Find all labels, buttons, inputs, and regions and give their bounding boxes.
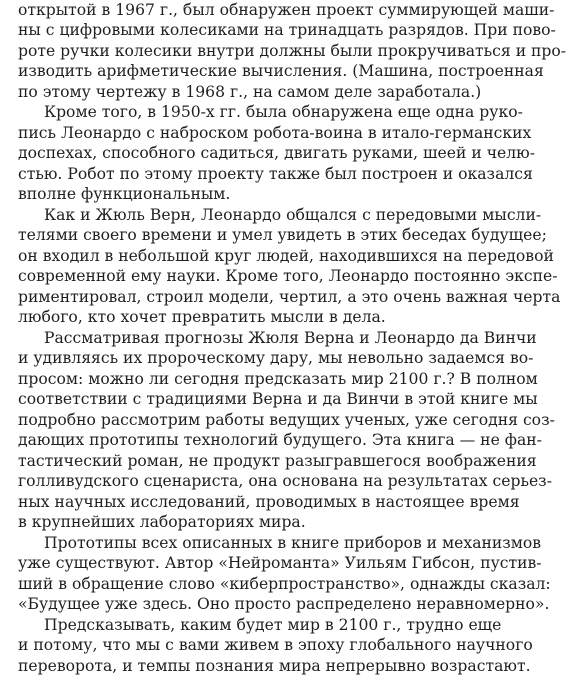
text-line: доспехах, способного садиться, двигать руками, шеей и челю- bbox=[18, 144, 535, 163]
text-line: Кроме того, в 1950-х гг. была обнаружена еще одна руко- bbox=[44, 103, 523, 122]
text-line: ных научных исследований, проводимых в настоящее время bbox=[18, 492, 520, 511]
text-line: открытой в 1967 г., был обнаружен проект суммирующей маши- bbox=[18, 1, 555, 19]
text-line: пись Леонардо с наброском робота-воина в итало-германских bbox=[18, 123, 532, 142]
text-line: роте ручки колесики внутри должны были прокручиваться и про- bbox=[18, 41, 566, 60]
text-line: риментировал, строил модели, чертил, а это очень важная черта bbox=[18, 287, 561, 306]
text-line: ны с цифровыми колесиками на тринадцать разрядов. При пово- bbox=[18, 21, 556, 40]
text-line: стью. Робот по этому проекту также был построен и оказался bbox=[18, 164, 533, 183]
text-line: Рассматривая прогнозы Жюля Верна и Леонардо да Винчи bbox=[44, 328, 537, 347]
text-line: современной ему науки. Кроме того, Леонардо постоянно экспе- bbox=[18, 267, 558, 286]
text-line: «Будущее уже здесь. Оно просто распределено неравномерно». bbox=[18, 595, 550, 614]
text-line: уже существуют. Автор «Нейроманта» Уильям Гибсон, пустив- bbox=[18, 554, 542, 573]
text-line: в крупнейших лабораториях мира. bbox=[18, 513, 306, 532]
text-line: подробно рассмотрим работы ведущих ученых, уже сегодня соз- bbox=[18, 410, 555, 429]
text-line: и потому, что мы с вами живем в эпоху глобального научного bbox=[18, 636, 533, 655]
text-line: Как и Жюль Верн, Леонардо общался с передовыми мысли- bbox=[44, 205, 542, 224]
text-line: вполне функциональным. bbox=[18, 185, 231, 204]
text-line: Прототипы всех описанных в книге приборов и механизмов bbox=[44, 533, 542, 552]
text-line: переворота, и темпы познания мира непрерывно возрастают. bbox=[18, 656, 531, 675]
text-line: голливудского сценариста, она основана на результатах серьез- bbox=[18, 472, 552, 491]
text-line: просом: можно ли сегодня предсказать мир 2100 г.? В полном bbox=[18, 369, 538, 388]
text-line: по этому чертежу в 1968 г., на самом деле заработала.) bbox=[18, 82, 482, 101]
text-line: Предсказывать, каким будет мир в 2100 г., трудно еще bbox=[44, 615, 502, 634]
text-line: он входил в небольшой круг людей, находившихся на передовой bbox=[18, 246, 554, 265]
text-line: ший в обращение слово «киберпространство», однажды сказал: bbox=[18, 574, 551, 593]
text-line: и удивляясь их пророческому дару, мы невольно задаемся во- bbox=[18, 349, 534, 368]
text-line: дающих прототипы технологий будущего. Эта книга — не фан- bbox=[18, 431, 542, 450]
text-line: тастический роман, не продукт разыгравшегося воображения bbox=[18, 451, 537, 470]
text-line: любого, кто хочет превратить мысли в дела. bbox=[18, 308, 386, 327]
text-line: изводить арифметические вычисления. (Машина, построенная bbox=[18, 62, 544, 81]
text-line: соответствии с традициями Верна и да Винчи в этой книге мы bbox=[18, 390, 538, 409]
text-line: телями своего времени и умел увидеть в этих беседах будущее; bbox=[18, 226, 547, 245]
